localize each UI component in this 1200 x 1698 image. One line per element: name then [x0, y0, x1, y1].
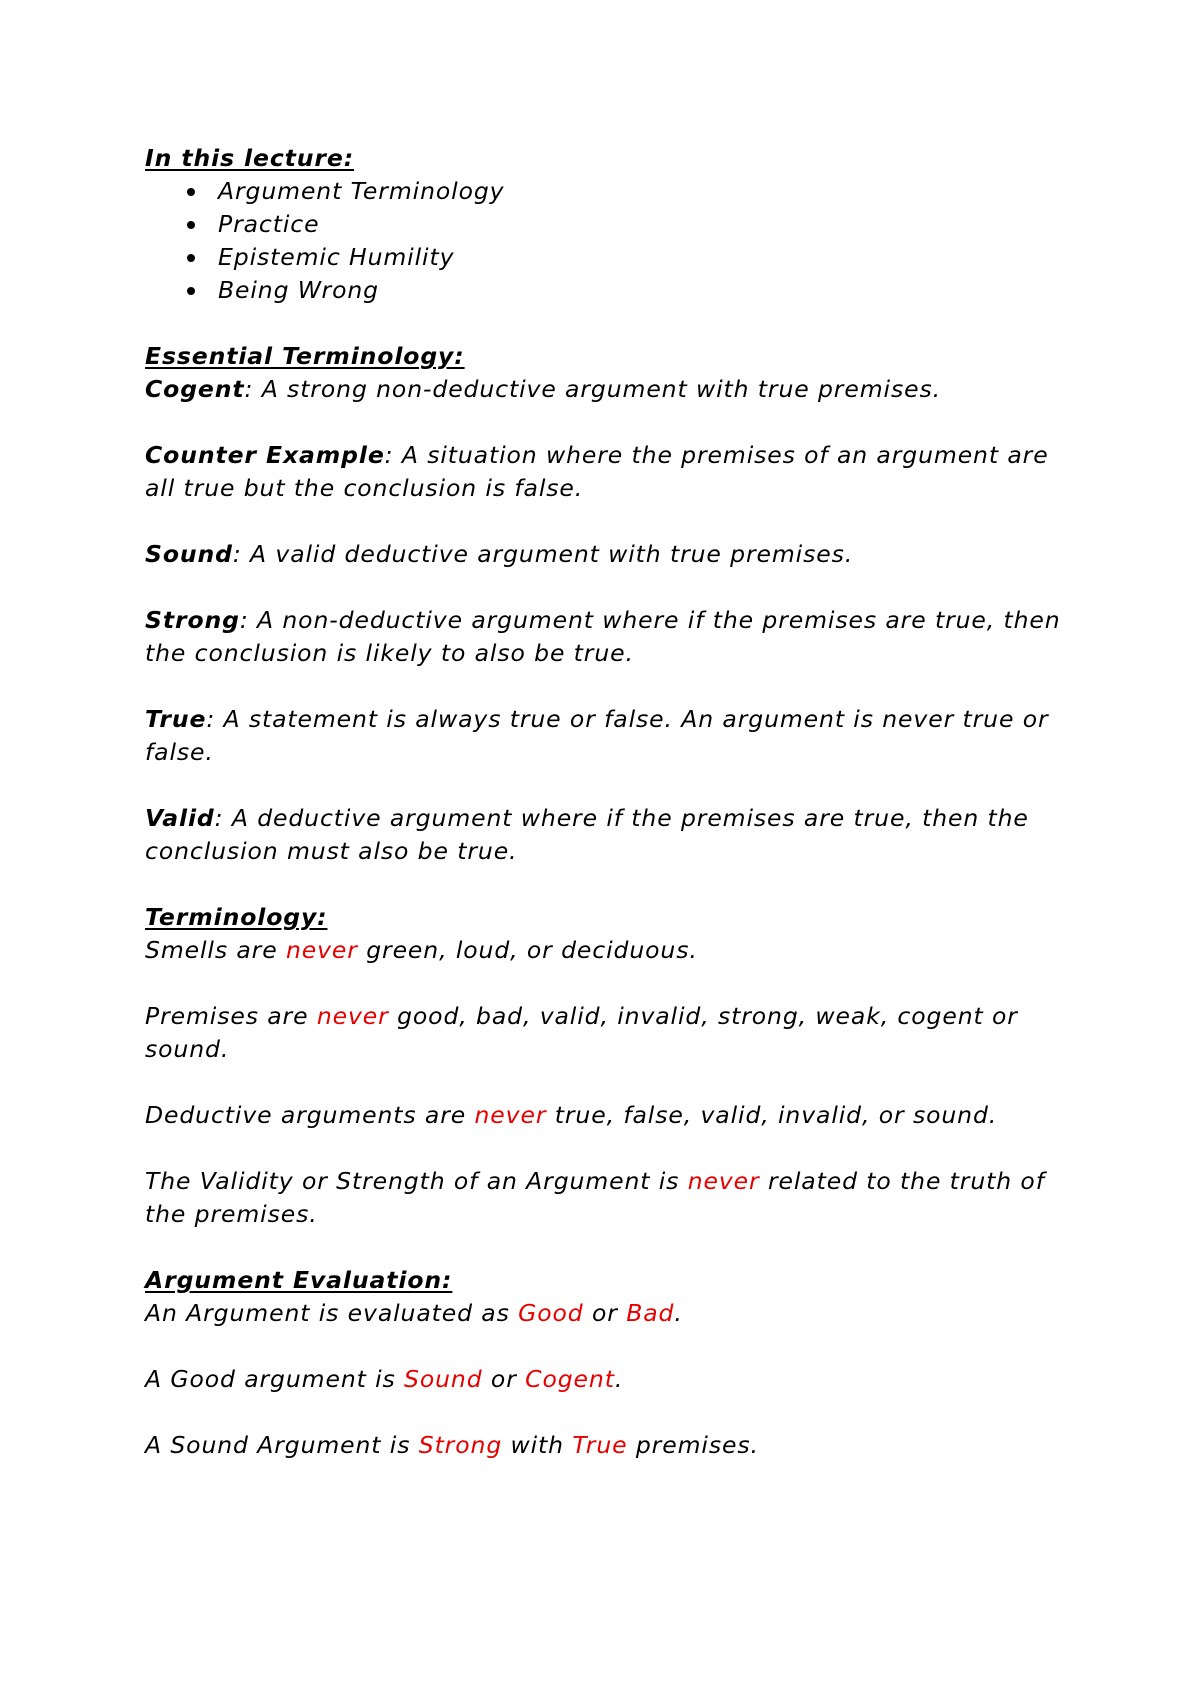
definition-strong	[145, 604, 1085, 670]
definition-term: Counter Example	[145, 441, 385, 469]
lecture-topic-item: Epistemic Humility	[186, 241, 1085, 274]
evaluation-text: premises.	[627, 1431, 759, 1459]
evaluation-text: A Sound Argument is	[145, 1431, 419, 1459]
statement-text: Smells are	[145, 936, 286, 964]
statement-text: true, false, valid, invalid, or sound.	[546, 1101, 998, 1129]
lecture-topic-item: Practice	[186, 208, 1085, 241]
definition-term: Sound	[145, 540, 233, 568]
never-emphasis: never	[687, 1167, 760, 1195]
definition-term: Valid	[145, 804, 215, 832]
lecture-topic-item: Argument Terminology	[186, 175, 1085, 208]
evaluation-line	[145, 1363, 1085, 1396]
evaluation-emphasis: Good	[518, 1299, 584, 1327]
statement-text: related to the truth of the premises.	[145, 1167, 1045, 1228]
evaluation-text: .	[614, 1365, 624, 1393]
never-emphasis: never	[474, 1101, 547, 1129]
evaluation-line	[145, 1297, 1085, 1330]
evaluation-text: An Argument is evaluated as	[145, 1299, 519, 1327]
argument-evaluation-heading: Argument Evaluation:	[145, 1266, 453, 1294]
terminology-statement	[145, 934, 1085, 967]
definition-text: : A valid deductive argument with true premises.	[232, 540, 854, 568]
definition-sound	[145, 538, 1085, 571]
never-emphasis: never	[285, 936, 358, 964]
evaluation-text: .	[674, 1299, 683, 1327]
evaluation-text: or	[583, 1299, 627, 1327]
definition-valid	[145, 802, 1085, 868]
definition-text: : A non-deductive argument where if the premises are true, then the conclusion is likely to also be true.	[145, 606, 1061, 667]
definition-term: Strong	[145, 606, 240, 634]
evaluation-line	[145, 1429, 1085, 1462]
terminology-statement	[145, 1099, 1085, 1132]
statement-text: Premises are	[145, 1002, 317, 1030]
terminology-statement	[145, 1165, 1085, 1231]
essential-terminology-heading: Essential Terminology:	[145, 342, 465, 370]
evaluation-emphasis: Cogent	[525, 1365, 615, 1393]
definition-cogent	[145, 373, 1085, 406]
definition-text: : A statement is always true or false. An argument is never true or false.	[145, 705, 1049, 766]
terminology-heading: Terminology:	[145, 903, 328, 931]
definition-text: : A situation where the premises of an argument are all true but the conclusion is false.	[145, 441, 1049, 502]
lecture-heading: In this lecture:	[145, 144, 355, 172]
definition-term: True	[145, 705, 207, 733]
definition-text: : A deductive argument where if the premises are true, then the conclusion must also be true.	[145, 804, 1029, 865]
evaluation-emphasis: Sound	[404, 1365, 483, 1393]
lecture-topic-list	[145, 175, 1085, 307]
evaluation-text: A Good argument is	[145, 1365, 405, 1393]
definition-counter-example	[145, 439, 1085, 505]
evaluation-emphasis: Bad	[626, 1299, 675, 1327]
never-emphasis: never	[316, 1002, 389, 1030]
terminology-statement	[145, 1000, 1085, 1066]
document-page	[145, 142, 1085, 1462]
statement-text: green, loud, or deciduous.	[357, 936, 698, 964]
statement-text: The Validity or Strength of an Argument is	[145, 1167, 688, 1195]
evaluation-text: with	[502, 1431, 573, 1459]
definition-text: : A strong non-deductive argument with true premises.	[244, 375, 941, 403]
definition-true	[145, 703, 1085, 769]
lecture-topic-item: Being Wrong	[186, 274, 1085, 307]
statement-text: Deductive arguments are	[145, 1101, 475, 1129]
statement-text: good, bad, valid, invalid, strong, weak, cogent or sound.	[145, 1002, 1018, 1063]
definition-term: Cogent	[145, 375, 245, 403]
evaluation-emphasis: True	[572, 1431, 628, 1459]
evaluation-text: or	[482, 1365, 526, 1393]
evaluation-emphasis: Strong	[418, 1431, 503, 1459]
